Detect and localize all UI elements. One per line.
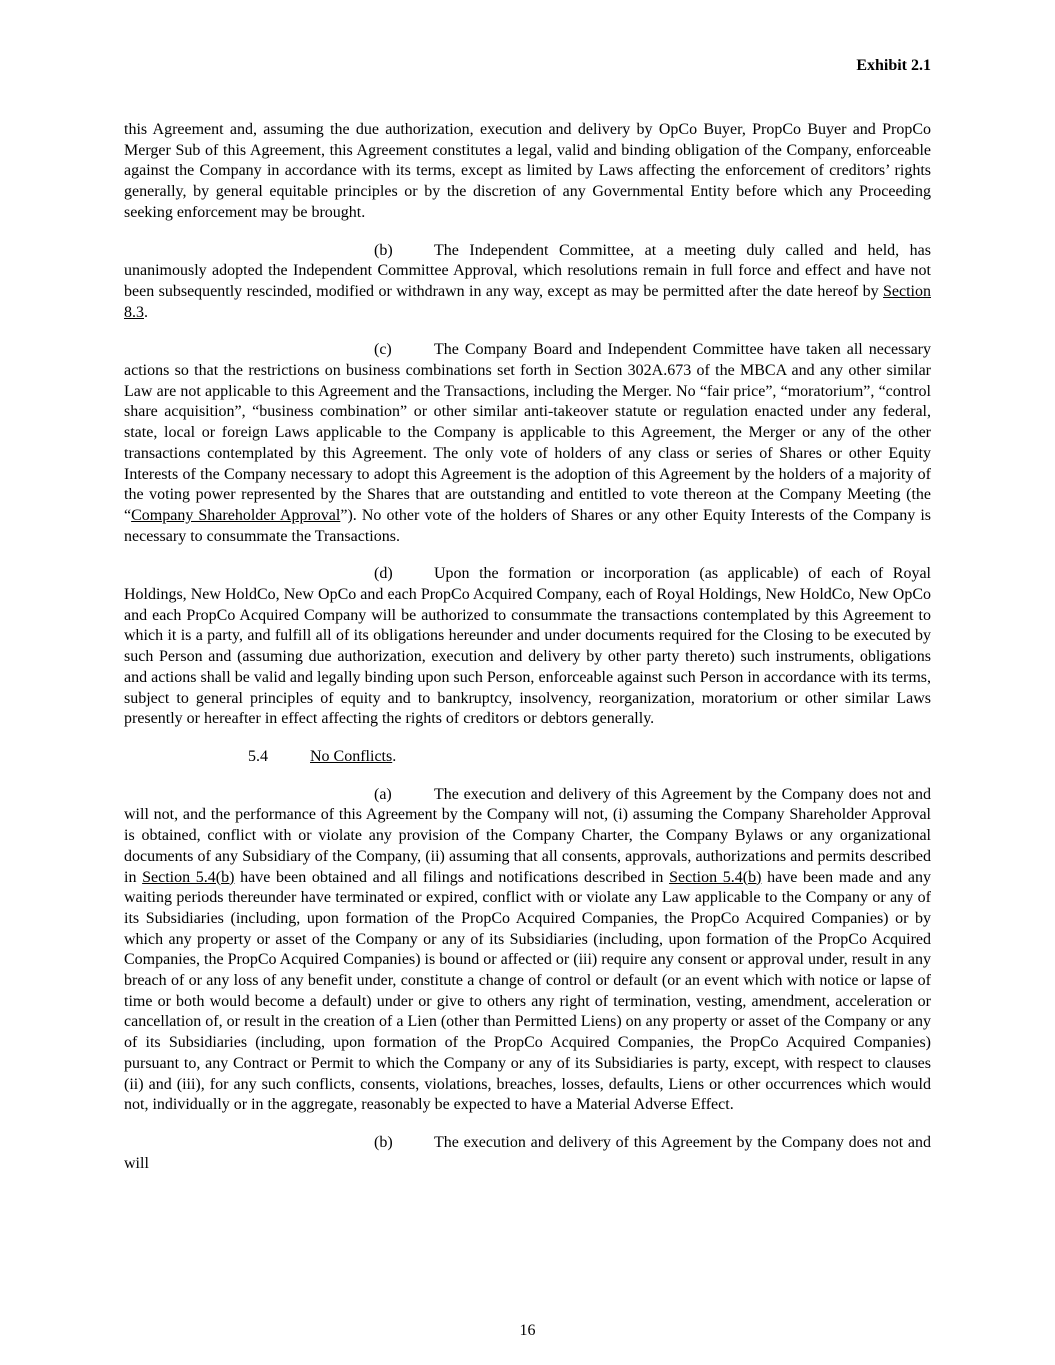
- paragraph-5-4-a: (a) The execution and delivery of this Agreement by the Company does not and will not, and the performance of this Agreement by the Company will not, (i) assuming the Company Shareholder Approval is obtained, conflict with or violate any provision of the Company Charter, the Company Bylaws or any organizational documents of any Subsidiary of the Company, (ii) assuming that all consents, approvals, authorizations and permits described in Section 5.4(b) have been obtained and all filings and notifications described in Section 5.4(b) have been made and any waiting periods thereunder have terminated or expired, conflict with or violate any Law applicable to the Company or any of its Subsidiaries (including, upon formation of the PropCo Acquired Companies, the PropCo Acquired Companies) or by which any property or asset of the Company or any of its Subsidiaries (including, upon formation of the PropCo Acquired Companies, the PropCo Acquired Companies) is bound or affected or (iii) require any consent or approval under, result in any breach of or any loss of any benefit under, constitute a change of control or default (or an event which with notice or lapse of time or both would become a default) under or give to others any right of termination, vesting, amendment, acceleration or cancellation of, or result in the creation of a Lien (other than Permitted Liens) on any property or asset of the Company or any of its Subsidiaries (including, upon formation of the PropCo Acquired Companies, the PropCo Acquired Companies) pursuant to, any Contract or Permit to which the Company or any of its Subsidiaries is party, except, with respect to clauses (ii) and (iii), for any such conflicts, consents, violations, breaches, losses, defaults, Liens or other occurrences which would not, individually or in the aggregate, reasonably be expected to have a Material Adverse Effect.: [124, 785, 932, 1114]
- section-5-4-b-reference: Section 5.4(b): [142, 868, 235, 886]
- section-8-3-reference: Section 8.3: [124, 282, 931, 321]
- paragraph-5-4-a-label: (a): [374, 785, 392, 803]
- document-body: [124, 120, 931, 1191]
- paragraph-c-text: The Company Board and Independent Committee have taken all necessary actions so that the restrictions on business combinations set forth in Section 302A.673 of the MBCA and any other similar Law are not applicable to this Agreement and the Transactions, including the Merger. No “fair price”, “moratorium”, “control share acquisition”, “business combination” or other similar anti-takeover statute or regulation enacted under any federal, state, local or foreign Laws applicable to the Company is applicable to this Agreement, the Merger or any of the other transactions contemplated by this Agreement. The only vote of holders of any class or series of Shares or other Equity Interests of the Company necessary to adopt this Agreement is the adoption of this Agreement by the holders of a majority of the voting power represented by the Shares that are outstanding and entitled to vote thereon at the Company Meeting (the “: [124, 341, 931, 524]
- section-5-4-b-reference: Section 5.4(b): [669, 868, 762, 886]
- paragraph-b-label: (b): [374, 241, 393, 259]
- section-title: No Conflicts: [310, 747, 393, 765]
- paragraph-b: (b) The Independent Committee, at a meeting duly called and held, has unanimously adopted the Independent Committee Approval, which resolutions remain in full force and effect and have not been subsequently rescinded, modified or withdrawn in any way, except as may be permitted after the date hereof by Section 8.3.: [124, 241, 931, 321]
- paragraph-b-text: The Independent Committee, at a meeting duly called and held, has unanimously adopted the Independent Committee Approval, which resolutions remain in full force and effect and have not been subsequently rescinded, modified or withdrawn in any way, except as may be permitted after the date hereof by: [124, 241, 931, 300]
- paragraph-c-label: (c): [374, 341, 392, 359]
- paragraph-d-label: (d): [374, 565, 393, 583]
- company-shareholder-approval-term: Company Shareholder Approval: [131, 506, 341, 524]
- paragraph-5-4-b: (b) The execution and delivery of this Agreement by the Company does not and will: [124, 1133, 931, 1172]
- paragraph-d-text: Upon the formation or incorporation (as applicable) of each of Royal Holdings, New HoldCo, New OpCo and each PropCo Acquired Company, each of Royal Holdings, New HoldCo, New OpCo and each PropCo Acquired Company will be authorized to consummate the transactions contemplated by this Agreement to which it is a party, and fulfill all of its obligations hereunder and under documents required for the Closing to be executed by such Person and (assuming due authorization, execution and delivery by other party thereto) such instruments, obligations and actions shall be valid and legally binding upon such Person, enforceable against such Person in accordance with its terms, subject to general principles of equity and to bankruptcy, insolvency, reorganization, moratorium or other similar Laws presently or hereafter in effect affecting the rights of creditors or debtors generally.: [124, 565, 931, 728]
- page-number: 16: [519, 1322, 536, 1339]
- paragraph-c: (c) The Company Board and Independent Committee have taken all necessary actions so that the restrictions on business combinations set forth in Section 302A.673 of the MBCA and any other similar Law are not applicable to this Agreement and the Transactions, including the Merger. No “fair price”, “moratorium”, “control share acquisition”, “business combination” or other similar anti-takeover statute or regulation enacted under any federal, state, local or foreign Laws applicable to the Company is applicable to this Agreement, the Merger or any of the other transactions contemplated by this Agreement. The only vote of holders of any class or series of Shares or other Equity Interests of the Company necessary to adopt this Agreement is the adoption of this Agreement by the holders of a majority of the voting power represented by the Shares that are outstanding and entitled to vote thereon at the Company Meeting (the “Company Shareholder Approval”). No other vote of the holders of Shares or any other Equity Interests of the Company is necessary to consummate the Transactions.: [124, 341, 931, 545]
- paragraph-5-4-b-label: (b): [374, 1133, 393, 1151]
- paragraph-intro: this Agreement and, assuming the due authorization, execution and delivery by OpCo Buyer, PropCo Buyer and PropCo Merger Sub of this Agreement, this Agreement constitutes a legal, valid and binding obligation of the Company, enforceable against the Company in accordance with its terms, except as limited by Laws affecting the enforcement of creditors’ rights generally, by general equitable principles or by the discretion of any Governmental Entity before which any Proceeding seeking enforcement may be brought.: [124, 121, 931, 221]
- section-heading-5-4: 5.4 No Conflicts.: [124, 747, 931, 768]
- paragraph-d: [124, 564, 931, 730]
- exhibit-label: Exhibit 2.1: [856, 57, 931, 74]
- section-number: 5.4: [248, 747, 268, 765]
